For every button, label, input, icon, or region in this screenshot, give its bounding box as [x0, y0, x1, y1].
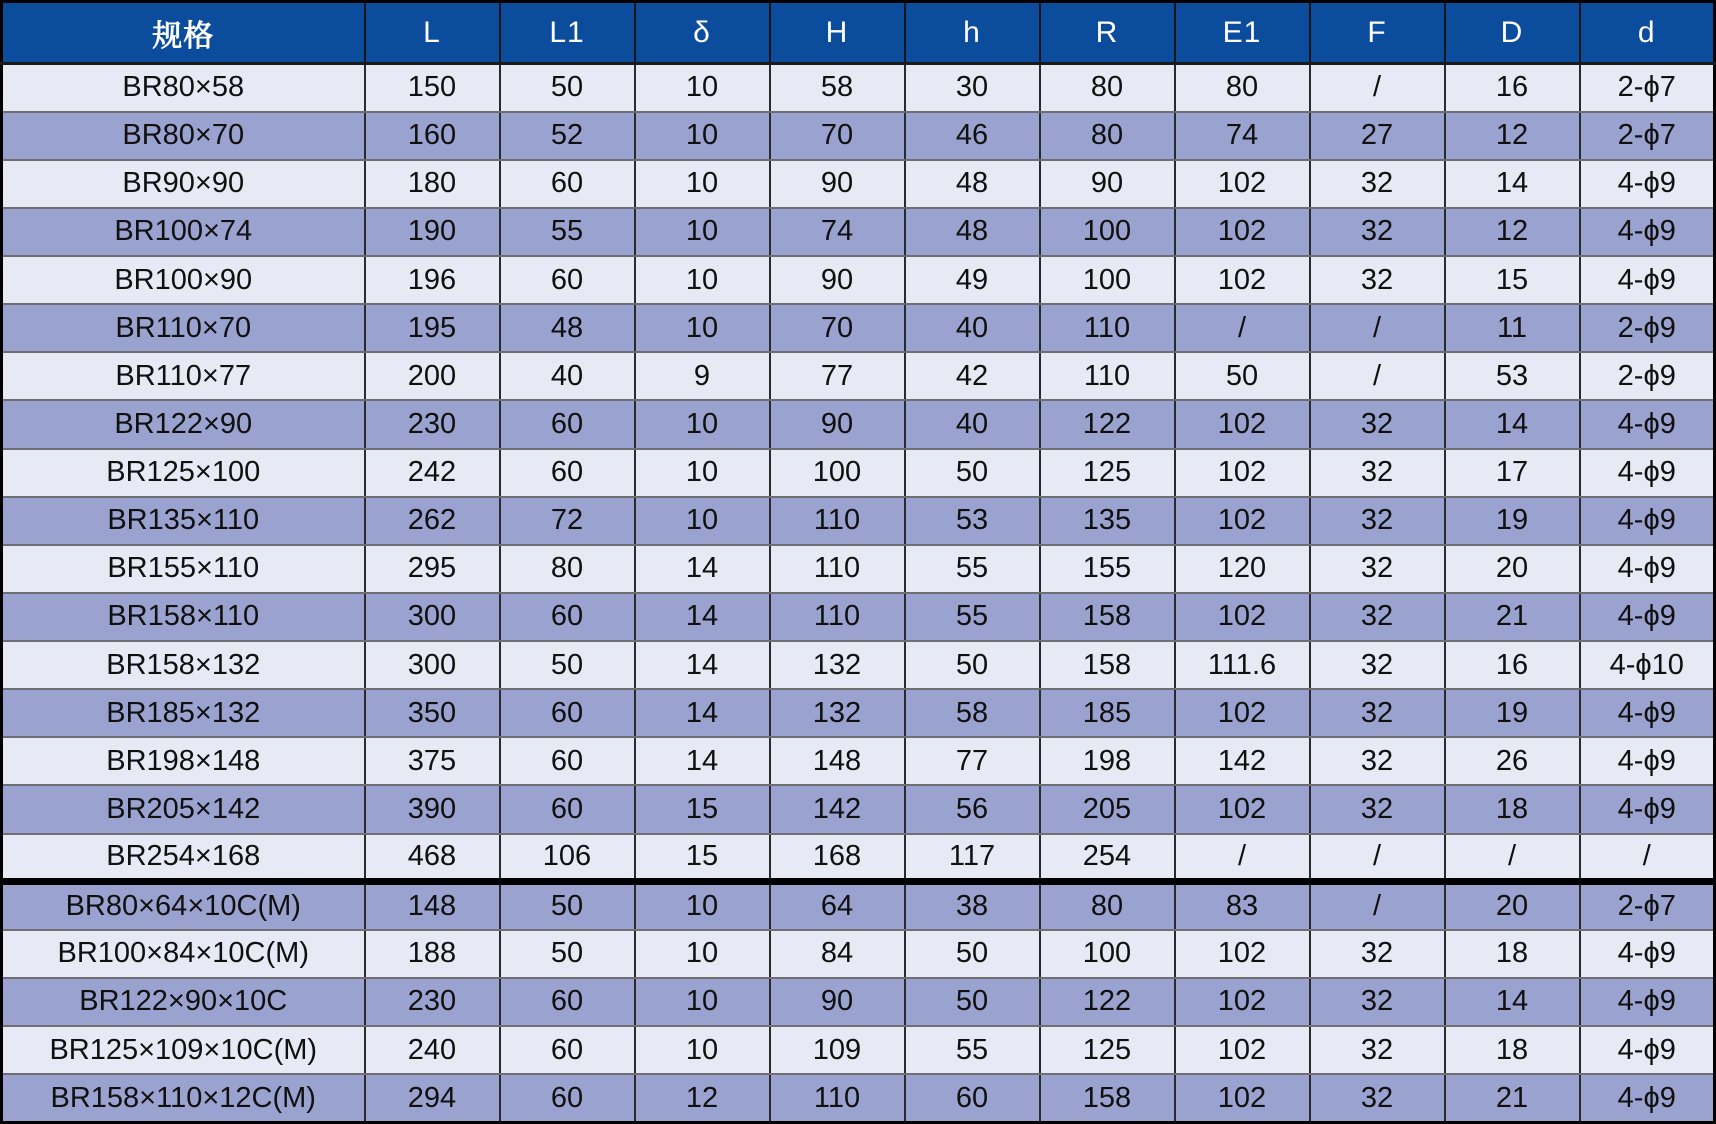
- value-cell: 4-ϕ9: [1580, 1026, 1715, 1074]
- column-header: d: [1580, 2, 1715, 64]
- value-cell: 60: [500, 160, 635, 208]
- value-cell: 15: [635, 834, 770, 882]
- value-cell: 198: [1040, 737, 1175, 785]
- table-row: [2, 449, 1715, 497]
- value-cell: 4-ϕ9: [1580, 497, 1715, 545]
- value-cell: 10: [635, 64, 770, 112]
- value-cell: 55: [500, 208, 635, 256]
- value-cell: 32: [1310, 785, 1445, 833]
- value-cell: 32: [1310, 160, 1445, 208]
- value-cell: 102: [1175, 256, 1310, 304]
- value-cell: 4-ϕ9: [1580, 689, 1715, 737]
- table-row: [2, 352, 1715, 400]
- value-cell: /: [1175, 304, 1310, 352]
- value-cell: 55: [905, 1026, 1040, 1074]
- value-cell: 14: [635, 593, 770, 641]
- spec-cell: BR100×84×10C(M): [2, 930, 365, 978]
- value-cell: 10: [635, 400, 770, 448]
- value-cell: 50: [905, 449, 1040, 497]
- table-row: [2, 304, 1715, 352]
- value-cell: 142: [1175, 737, 1310, 785]
- value-cell: 148: [770, 737, 905, 785]
- value-cell: 20: [1445, 882, 1580, 930]
- value-cell: 4-ϕ9: [1580, 545, 1715, 593]
- value-cell: 125: [1040, 1026, 1175, 1074]
- value-cell: 32: [1310, 930, 1445, 978]
- value-cell: 53: [1445, 352, 1580, 400]
- value-cell: 10: [635, 882, 770, 930]
- value-cell: 102: [1175, 930, 1310, 978]
- value-cell: 55: [905, 545, 1040, 593]
- value-cell: 30: [905, 64, 1040, 112]
- table-row: [2, 1026, 1715, 1074]
- value-cell: 19: [1445, 689, 1580, 737]
- column-header: L1: [500, 2, 635, 64]
- value-cell: 60: [500, 737, 635, 785]
- spec-cell: BR158×110: [2, 593, 365, 641]
- spec-cell: BR90×90: [2, 160, 365, 208]
- value-cell: 19: [1445, 497, 1580, 545]
- value-cell: 21: [1445, 1074, 1580, 1122]
- value-cell: 32: [1310, 497, 1445, 545]
- value-cell: 102: [1175, 208, 1310, 256]
- value-cell: 14: [635, 689, 770, 737]
- value-cell: 14: [1445, 160, 1580, 208]
- value-cell: 4-ϕ9: [1580, 737, 1715, 785]
- value-cell: 12: [635, 1074, 770, 1122]
- spec-cell: BR198×148: [2, 737, 365, 785]
- value-cell: 60: [500, 689, 635, 737]
- value-cell: 60: [500, 256, 635, 304]
- value-cell: 102: [1175, 497, 1310, 545]
- value-cell: 32: [1310, 641, 1445, 689]
- value-cell: 10: [635, 497, 770, 545]
- value-cell: 48: [905, 160, 1040, 208]
- value-cell: 160: [365, 112, 500, 160]
- table-row: [2, 545, 1715, 593]
- value-cell: 100: [1040, 208, 1175, 256]
- value-cell: 32: [1310, 1074, 1445, 1122]
- value-cell: 17: [1445, 449, 1580, 497]
- value-cell: 50: [1175, 352, 1310, 400]
- table-row: [2, 64, 1715, 112]
- value-cell: 48: [905, 208, 1040, 256]
- value-cell: 155: [1040, 545, 1175, 593]
- column-header: δ: [635, 2, 770, 64]
- value-cell: 10: [635, 1026, 770, 1074]
- column-header-spec: 规格: [2, 2, 365, 64]
- value-cell: 60: [500, 400, 635, 448]
- value-cell: 102: [1175, 593, 1310, 641]
- value-cell: 50: [500, 930, 635, 978]
- spec-cell: BR185×132: [2, 689, 365, 737]
- value-cell: 27: [1310, 112, 1445, 160]
- value-cell: 4-ϕ10: [1580, 641, 1715, 689]
- value-cell: 125: [1040, 449, 1175, 497]
- value-cell: 150: [365, 64, 500, 112]
- value-cell: 90: [770, 978, 905, 1026]
- value-cell: 14: [1445, 400, 1580, 448]
- table-row: [2, 641, 1715, 689]
- value-cell: 196: [365, 256, 500, 304]
- value-cell: 83: [1175, 882, 1310, 930]
- value-cell: 102: [1175, 1074, 1310, 1122]
- value-cell: 102: [1175, 160, 1310, 208]
- value-cell: 180: [365, 160, 500, 208]
- value-cell: 14: [635, 545, 770, 593]
- value-cell: 200: [365, 352, 500, 400]
- value-cell: 110: [1040, 304, 1175, 352]
- value-cell: 117: [905, 834, 1040, 882]
- value-cell: 12: [1445, 112, 1580, 160]
- value-cell: 240: [365, 1026, 500, 1074]
- value-cell: 110: [770, 497, 905, 545]
- value-cell: 205: [1040, 785, 1175, 833]
- value-cell: 2-ϕ7: [1580, 882, 1715, 930]
- value-cell: 122: [1040, 400, 1175, 448]
- value-cell: 111.6: [1175, 641, 1310, 689]
- column-header: E1: [1175, 2, 1310, 64]
- value-cell: 60: [500, 1074, 635, 1122]
- value-cell: 60: [500, 785, 635, 833]
- column-header: L: [365, 2, 500, 64]
- value-cell: 262: [365, 497, 500, 545]
- value-cell: 2-ϕ7: [1580, 112, 1715, 160]
- value-cell: 56: [905, 785, 1040, 833]
- value-cell: 295: [365, 545, 500, 593]
- spec-cell: BR80×58: [2, 64, 365, 112]
- table-row: [2, 208, 1715, 256]
- value-cell: 58: [770, 64, 905, 112]
- value-cell: 16: [1445, 64, 1580, 112]
- value-cell: 50: [500, 641, 635, 689]
- value-cell: 158: [1040, 593, 1175, 641]
- spec-cell: BR80×64×10C(M): [2, 882, 365, 930]
- column-header: D: [1445, 2, 1580, 64]
- value-cell: 32: [1310, 449, 1445, 497]
- value-cell: 122: [1040, 978, 1175, 1026]
- value-cell: 50: [905, 930, 1040, 978]
- value-cell: 64: [770, 882, 905, 930]
- value-cell: 110: [1040, 352, 1175, 400]
- value-cell: 9: [635, 352, 770, 400]
- spec-cell: BR100×74: [2, 208, 365, 256]
- column-header: F: [1310, 2, 1445, 64]
- spec-cell: BR254×168: [2, 834, 365, 882]
- value-cell: 132: [770, 641, 905, 689]
- value-cell: 32: [1310, 737, 1445, 785]
- table-header: [2, 2, 1715, 64]
- value-cell: 46: [905, 112, 1040, 160]
- value-cell: 2-ϕ7: [1580, 64, 1715, 112]
- value-cell: 185: [1040, 689, 1175, 737]
- value-cell: 26: [1445, 737, 1580, 785]
- spec-cell: BR158×132: [2, 641, 365, 689]
- value-cell: 120: [1175, 545, 1310, 593]
- column-header: R: [1040, 2, 1175, 64]
- spec-cell: BR158×110×12C(M): [2, 1074, 365, 1122]
- value-cell: 60: [905, 1074, 1040, 1122]
- spec-cell: BR110×70: [2, 304, 365, 352]
- value-cell: 390: [365, 785, 500, 833]
- value-cell: 80: [1040, 64, 1175, 112]
- value-cell: 40: [500, 352, 635, 400]
- value-cell: 60: [500, 449, 635, 497]
- value-cell: 14: [635, 641, 770, 689]
- value-cell: 10: [635, 112, 770, 160]
- value-cell: /: [1445, 834, 1580, 882]
- value-cell: 300: [365, 593, 500, 641]
- value-cell: 110: [770, 545, 905, 593]
- table-row: [2, 689, 1715, 737]
- value-cell: 190: [365, 208, 500, 256]
- value-cell: 40: [905, 304, 1040, 352]
- value-cell: 100: [1040, 256, 1175, 304]
- value-cell: 300: [365, 641, 500, 689]
- value-cell: 2-ϕ9: [1580, 304, 1715, 352]
- value-cell: 102: [1175, 449, 1310, 497]
- value-cell: 58: [905, 689, 1040, 737]
- value-cell: 72: [500, 497, 635, 545]
- value-cell: 80: [500, 545, 635, 593]
- value-cell: 10: [635, 160, 770, 208]
- value-cell: 4-ϕ9: [1580, 930, 1715, 978]
- value-cell: 70: [770, 304, 905, 352]
- value-cell: 21: [1445, 593, 1580, 641]
- value-cell: 32: [1310, 1026, 1445, 1074]
- spec-cell: BR122×90×10C: [2, 978, 365, 1026]
- value-cell: 4-ϕ9: [1580, 449, 1715, 497]
- value-cell: 77: [770, 352, 905, 400]
- value-cell: 102: [1175, 400, 1310, 448]
- value-cell: 10: [635, 208, 770, 256]
- value-cell: 90: [1040, 160, 1175, 208]
- value-cell: 4-ϕ9: [1580, 978, 1715, 1026]
- value-cell: 55: [905, 593, 1040, 641]
- value-cell: 168: [770, 834, 905, 882]
- value-cell: /: [1175, 834, 1310, 882]
- value-cell: 132: [770, 689, 905, 737]
- value-cell: 90: [770, 256, 905, 304]
- spec-cell: BR110×77: [2, 352, 365, 400]
- value-cell: 50: [905, 978, 1040, 1026]
- value-cell: 32: [1310, 208, 1445, 256]
- spec-cell: BR125×109×10C(M): [2, 1026, 365, 1074]
- value-cell: 110: [770, 1074, 905, 1122]
- value-cell: 40: [905, 400, 1040, 448]
- value-cell: /: [1310, 352, 1445, 400]
- value-cell: 10: [635, 978, 770, 1026]
- value-cell: 10: [635, 256, 770, 304]
- value-cell: 158: [1040, 1074, 1175, 1122]
- value-cell: 90: [770, 400, 905, 448]
- value-cell: 12: [1445, 208, 1580, 256]
- value-cell: 4-ϕ9: [1580, 593, 1715, 641]
- spec-cell: BR125×100: [2, 449, 365, 497]
- value-cell: 350: [365, 689, 500, 737]
- table-row: [2, 737, 1715, 785]
- value-cell: 102: [1175, 1026, 1310, 1074]
- table-row: [2, 882, 1715, 930]
- value-cell: 148: [365, 882, 500, 930]
- value-cell: 106: [500, 834, 635, 882]
- value-cell: /: [1310, 834, 1445, 882]
- value-cell: 16: [1445, 641, 1580, 689]
- value-cell: 10: [635, 930, 770, 978]
- value-cell: 15: [635, 785, 770, 833]
- value-cell: 80: [1040, 882, 1175, 930]
- value-cell: 100: [1040, 930, 1175, 978]
- table-row: [2, 1074, 1715, 1122]
- value-cell: 10: [635, 449, 770, 497]
- value-cell: 102: [1175, 785, 1310, 833]
- value-cell: 50: [500, 882, 635, 930]
- value-cell: 14: [1445, 978, 1580, 1026]
- value-cell: 135: [1040, 497, 1175, 545]
- value-cell: 32: [1310, 593, 1445, 641]
- value-cell: 74: [770, 208, 905, 256]
- value-cell: 52: [500, 112, 635, 160]
- value-cell: 4-ϕ9: [1580, 160, 1715, 208]
- value-cell: 188: [365, 930, 500, 978]
- value-cell: 4-ϕ9: [1580, 1074, 1715, 1122]
- value-cell: 4-ϕ9: [1580, 785, 1715, 833]
- value-cell: 10: [635, 304, 770, 352]
- value-cell: 60: [500, 1026, 635, 1074]
- value-cell: 294: [365, 1074, 500, 1122]
- table-row: [2, 160, 1715, 208]
- value-cell: 110: [770, 593, 905, 641]
- value-cell: 32: [1310, 978, 1445, 1026]
- value-cell: 158: [1040, 641, 1175, 689]
- value-cell: 53: [905, 497, 1040, 545]
- value-cell: 195: [365, 304, 500, 352]
- value-cell: 18: [1445, 1026, 1580, 1074]
- value-cell: 77: [905, 737, 1040, 785]
- table-row: [2, 930, 1715, 978]
- value-cell: 60: [500, 593, 635, 641]
- table-row: [2, 785, 1715, 833]
- value-cell: 18: [1445, 785, 1580, 833]
- value-cell: 102: [1175, 978, 1310, 1026]
- spec-cell: BR205×142: [2, 785, 365, 833]
- value-cell: 20: [1445, 545, 1580, 593]
- value-cell: 38: [905, 882, 1040, 930]
- value-cell: 32: [1310, 689, 1445, 737]
- spec-cell: BR100×90: [2, 256, 365, 304]
- value-cell: 230: [365, 400, 500, 448]
- value-cell: /: [1310, 64, 1445, 112]
- value-cell: 142: [770, 785, 905, 833]
- value-cell: 49: [905, 256, 1040, 304]
- value-cell: 80: [1175, 64, 1310, 112]
- spec-cell: BR80×70: [2, 112, 365, 160]
- spec-cell: BR135×110: [2, 497, 365, 545]
- value-cell: 84: [770, 930, 905, 978]
- value-cell: 50: [905, 641, 1040, 689]
- value-cell: 15: [1445, 256, 1580, 304]
- value-cell: 242: [365, 449, 500, 497]
- value-cell: 50: [500, 64, 635, 112]
- column-header: h: [905, 2, 1040, 64]
- spec-cell: BR155×110: [2, 545, 365, 593]
- value-cell: 4-ϕ9: [1580, 208, 1715, 256]
- value-cell: 32: [1310, 545, 1445, 593]
- header-row: [2, 2, 1715, 64]
- value-cell: 230: [365, 978, 500, 1026]
- value-cell: /: [1310, 304, 1445, 352]
- value-cell: /: [1580, 834, 1715, 882]
- value-cell: 375: [365, 737, 500, 785]
- value-cell: 90: [770, 160, 905, 208]
- value-cell: /: [1310, 882, 1445, 930]
- value-cell: 18: [1445, 930, 1580, 978]
- value-cell: 100: [770, 449, 905, 497]
- value-cell: 14: [635, 737, 770, 785]
- value-cell: 32: [1310, 256, 1445, 304]
- table-body: [2, 64, 1715, 1123]
- table-row: [2, 497, 1715, 545]
- value-cell: 70: [770, 112, 905, 160]
- value-cell: 102: [1175, 689, 1310, 737]
- table-row: [2, 256, 1715, 304]
- value-cell: 4-ϕ9: [1580, 400, 1715, 448]
- table-row: [2, 978, 1715, 1026]
- value-cell: 32: [1310, 400, 1445, 448]
- table-row: [2, 834, 1715, 882]
- value-cell: 109: [770, 1026, 905, 1074]
- table-row: [2, 400, 1715, 448]
- column-header: H: [770, 2, 905, 64]
- value-cell: 468: [365, 834, 500, 882]
- table-row: [2, 593, 1715, 641]
- value-cell: 60: [500, 978, 635, 1026]
- value-cell: 48: [500, 304, 635, 352]
- value-cell: 74: [1175, 112, 1310, 160]
- value-cell: 80: [1040, 112, 1175, 160]
- value-cell: 4-ϕ9: [1580, 256, 1715, 304]
- value-cell: 2-ϕ9: [1580, 352, 1715, 400]
- value-cell: 11: [1445, 304, 1580, 352]
- table-row: [2, 112, 1715, 160]
- value-cell: 42: [905, 352, 1040, 400]
- value-cell: 254: [1040, 834, 1175, 882]
- spec-cell: BR122×90: [2, 400, 365, 448]
